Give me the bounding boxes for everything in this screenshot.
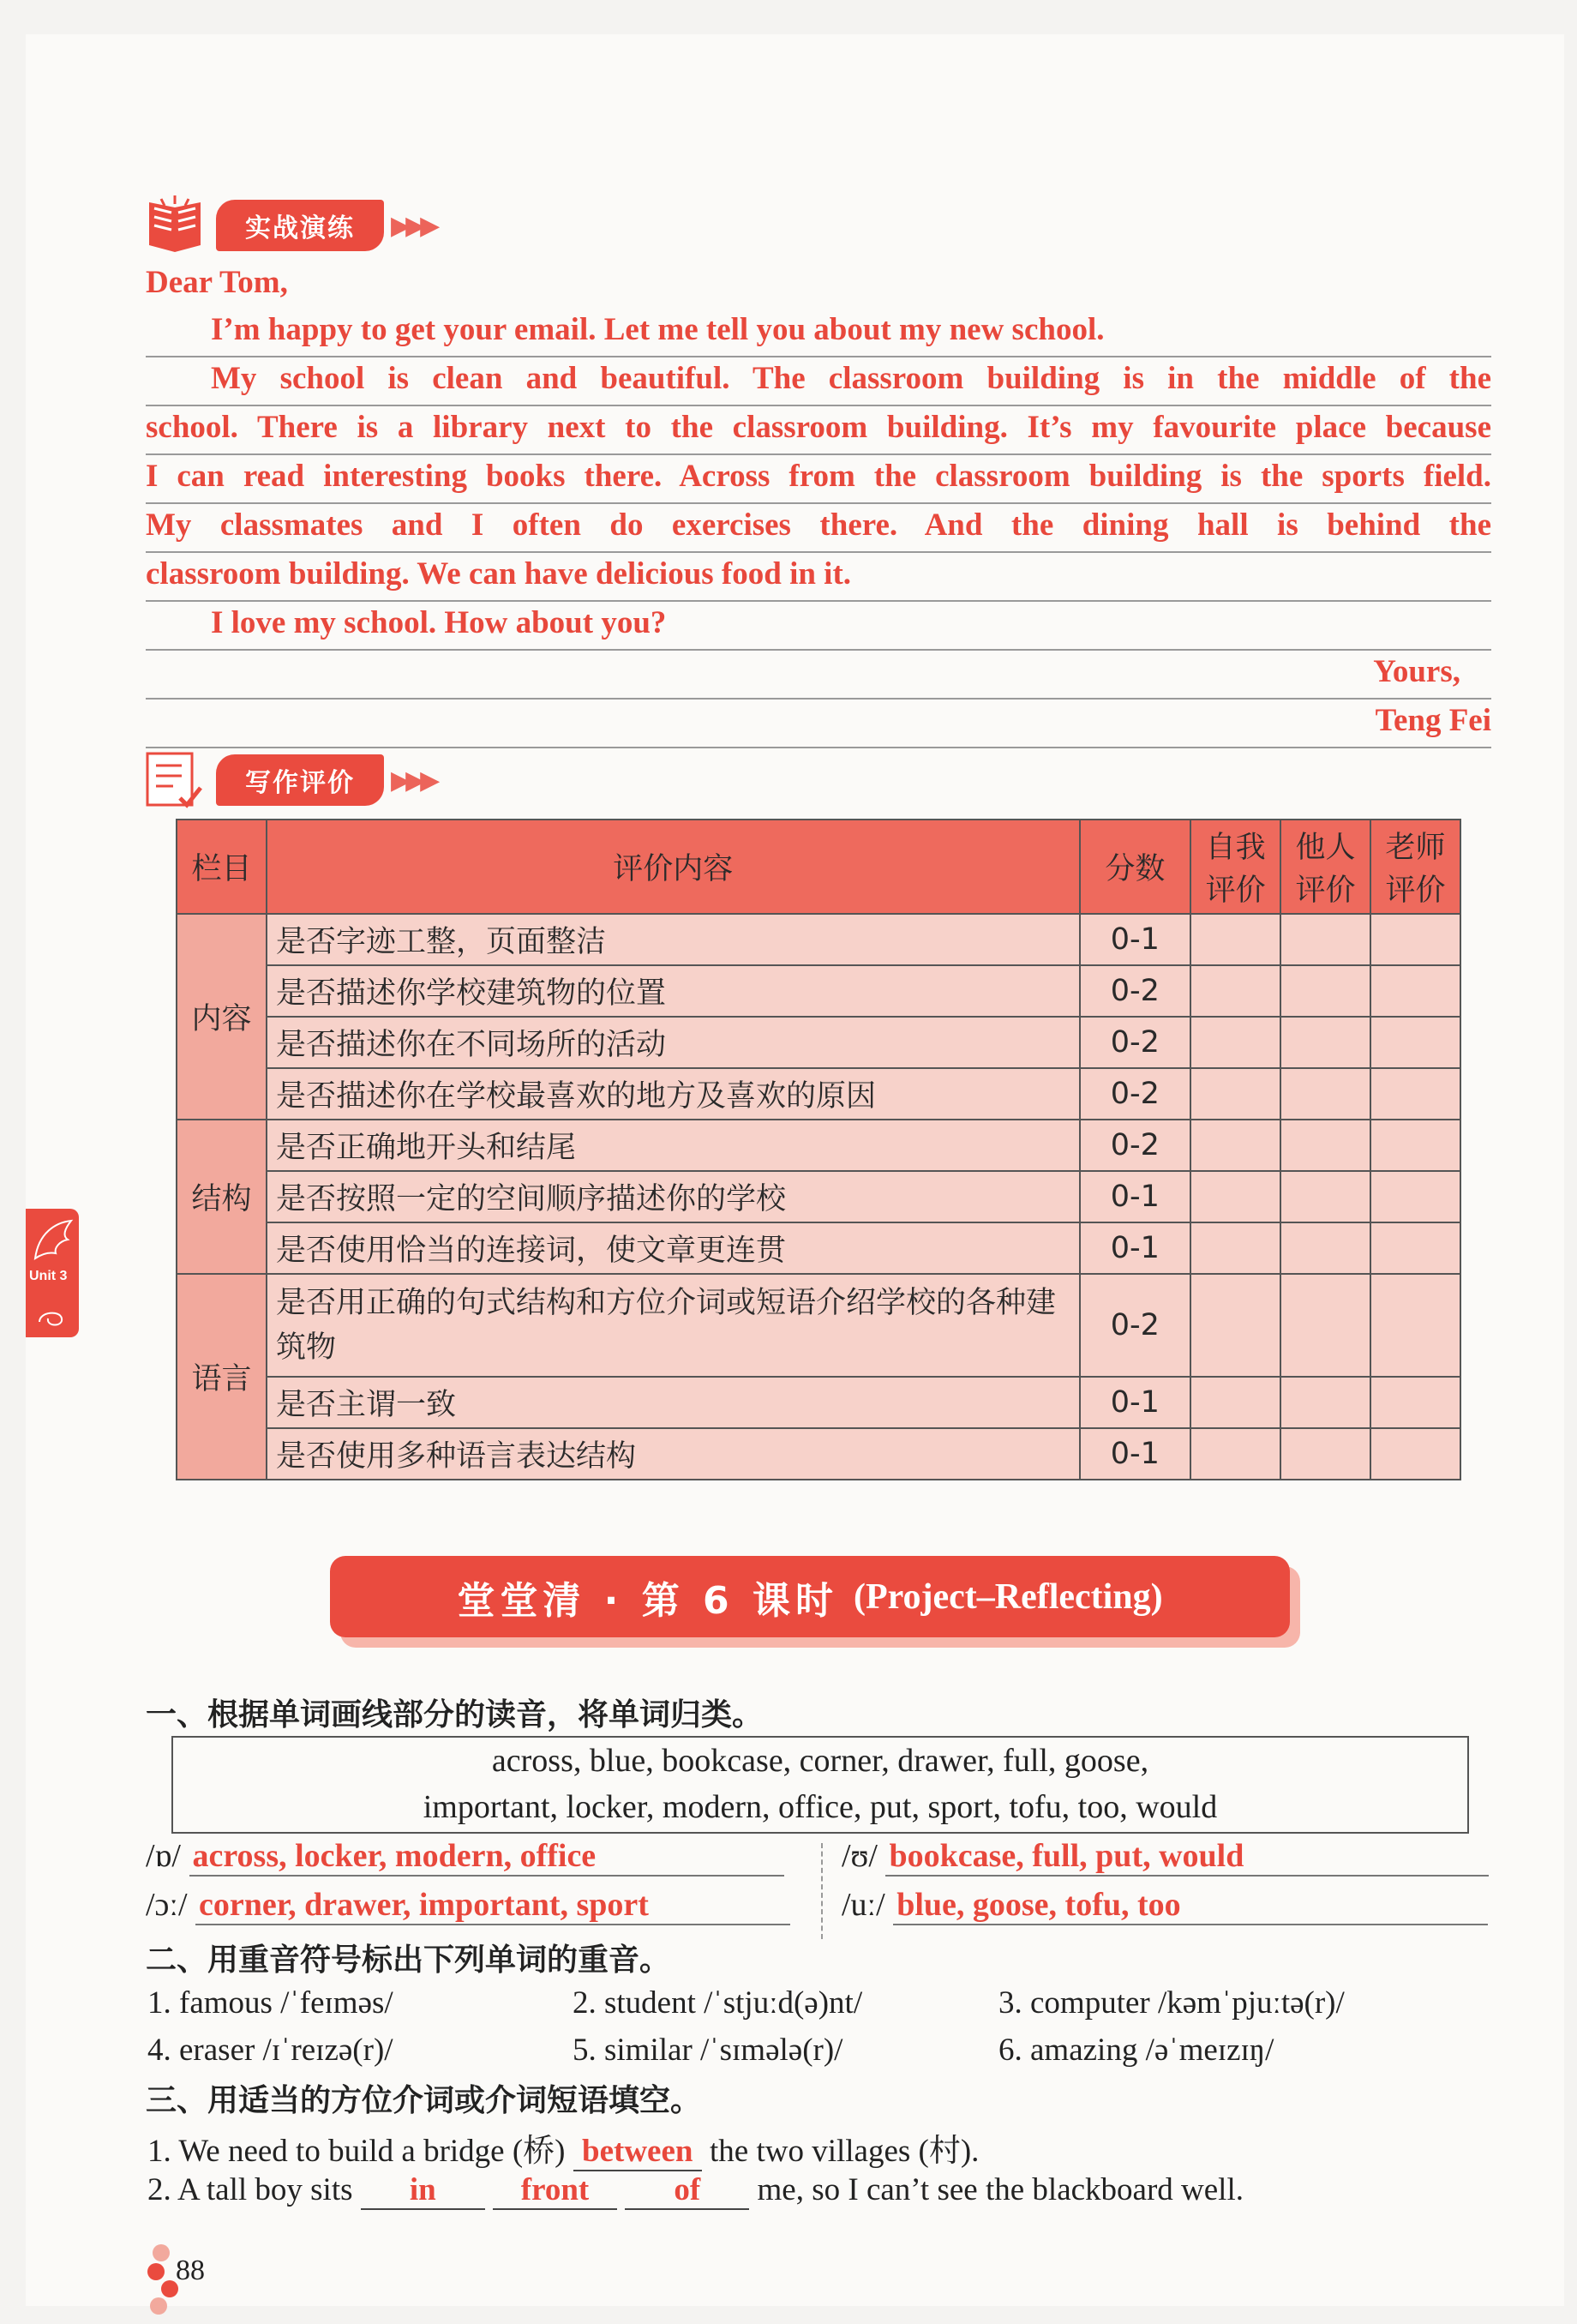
peer-eval-cell[interactable] [1280,1017,1370,1068]
self-eval-cell[interactable] [1190,1017,1280,1068]
stress-item: 4. eraser /ɪˈreɪzə(r)/ [147,2033,393,2068]
evaluation-label: 写作评价 [216,754,384,806]
item-cell: 是否描述你在学校最喜欢的地方及喜欢的原因 [267,1068,1080,1120]
peer-eval-cell[interactable] [1280,1274,1370,1377]
teacher-eval-cell[interactable] [1370,1428,1460,1480]
checklist-icon [144,750,206,810]
stress-item: 3. computer /kəmˈpjuːtə(r)/ [998,1985,1345,2021]
teacher-eval-cell[interactable] [1370,1274,1460,1377]
peer-eval-cell[interactable] [1280,914,1370,965]
self-eval-cell[interactable] [1190,1274,1280,1377]
unit-tab [26,1209,79,1337]
answer-long-u [842,1886,1488,1925]
peer-eval-cell[interactable] [1280,1120,1370,1171]
self-eval-cell[interactable] [1190,1377,1280,1428]
table-row [177,1068,1460,1120]
practice-label: 实战演练 [216,200,384,251]
table-row [177,1171,1460,1222]
self-eval-cell[interactable] [1190,1068,1280,1120]
table-row [177,1274,1460,1377]
stress-item: 6. amazing /əˈmeɪzɪŋ/ [998,2033,1274,2068]
stress-item: 2. student /ˈstjuːd(ə)nt/ [573,1985,863,2021]
answer-field[interactable]: blue, goose, tofu, too [893,1886,1488,1925]
item-cell: 是否描述你在不同场所的活动 [267,1017,1080,1068]
arrow-icons: ▶▶▶ [391,211,435,240]
self-eval-cell[interactable] [1190,1120,1280,1171]
header-score: 分数 [1080,820,1191,914]
teacher-eval-cell[interactable] [1370,914,1460,965]
category-cell: 语言 [177,1274,267,1480]
letter-line: I can read interesting books there. Across from the classroom building is the sports field. [146,455,1491,504]
table-row [177,1428,1460,1480]
phonetic-label: /uː/ [842,1887,885,1923]
answer-field[interactable]: across, locker, modern, office [189,1837,784,1877]
table-row [177,914,1460,965]
item-cell: 是否使用恰当的连接词，使文章更连贯 [267,1222,1080,1274]
phonetic-label: /ɒ/ [146,1838,181,1874]
self-eval-cell[interactable] [1190,914,1280,965]
unit-tab-label: Unit 3 [29,1269,68,1283]
answer-field[interactable]: corner, drawer, important, sport [195,1886,790,1925]
answer-field[interactable]: bookcase, full, put, would [885,1837,1489,1877]
evaluation-table [176,819,1461,1480]
divider [821,1843,823,1939]
answer-blank[interactable]: front [493,2171,617,2210]
word-box [171,1736,1469,1834]
table-row [177,965,1460,1017]
stress-item: 1. famous /ˈfeɪməs/ [147,1985,393,2021]
stress-item: 5. similar /ˈsɪmələ(r)/ [573,2033,843,2068]
peer-eval-cell[interactable] [1280,965,1370,1017]
banner-subtitle: (Project–Reflecting) [853,1576,1163,1617]
wing-icon [30,1216,75,1267]
teacher-eval-cell[interactable] [1370,1377,1460,1428]
model-letter [146,261,1491,748]
score-cell: 0-1 [1080,914,1191,965]
section3-title: 三、用适当的方位介词或介词短语填空。 [146,2083,702,2118]
peer-eval-cell[interactable] [1280,1222,1370,1274]
item-cell: 是否按照一定的空间顺序描述你的学校 [267,1171,1080,1222]
score-cell: 0-2 [1080,1120,1191,1171]
table-row [177,1017,1460,1068]
lesson-banner [330,1556,1290,1637]
teacher-eval-cell[interactable] [1370,1171,1460,1222]
peer-eval-cell[interactable] [1280,1068,1370,1120]
word-box-line: important, locker, modern, office, put, sport, tofu, too, would [423,1789,1218,1825]
page-number: 88 [176,2255,205,2286]
self-eval-cell[interactable] [1190,1222,1280,1274]
peer-eval-cell[interactable] [1280,1377,1370,1428]
header-content: 评价内容 [267,820,1080,914]
answer-blank[interactable]: of [625,2171,749,2210]
item-cell: 是否使用多种语言表达结构 [267,1428,1080,1480]
question-text: 1. We need to build a bridge (桥) [147,2134,566,2169]
header-column: 栏目 [177,820,267,914]
header-peer: 他人评价 [1280,820,1370,914]
practice-header [144,200,435,251]
letter-signature: Teng Fei [146,700,1491,748]
section1-title: 一、根据单词画线部分的读音，将单词归类。 [146,1697,764,1732]
item-cell: 是否字迹工整，页面整洁 [267,914,1080,965]
answer-blank[interactable]: in [361,2171,485,2210]
teacher-eval-cell[interactable] [1370,965,1460,1017]
answer-long-o [146,1886,790,1925]
item-cell: 是否正确地开头和结尾 [267,1120,1080,1171]
letter-line: I’m happy to get your email. Let me tell you about my new school. [146,309,1491,357]
answer-short-o [146,1837,784,1877]
banner-title: 堂堂清 · 第 6 课时 [457,1578,838,1623]
arrow-icons: ▶▶▶ [391,766,435,795]
answer-short-u [842,1837,1489,1877]
score-cell: 0-1 [1080,1171,1191,1222]
header-self: 自我评价 [1190,820,1280,914]
evaluation-header [144,754,435,806]
score-cell: 0-1 [1080,1428,1191,1480]
self-eval-cell[interactable] [1190,965,1280,1017]
teacher-eval-cell[interactable] [1370,1068,1460,1120]
section2-title: 二、用重音符号标出下列单词的重音。 [146,1943,671,1978]
score-cell: 0-2 [1080,1068,1191,1120]
letter-line: school. There is a library next to the classroom building. It’s my favourite place because [146,406,1491,455]
score-cell: 0-2 [1080,1017,1191,1068]
letter-line: My classmates and I often do exercises there. And the dining hall is behind the [146,504,1491,553]
question-text: me, so I can’t see the blackboard well. [757,2172,1244,2207]
teacher-eval-cell[interactable] [1370,1222,1460,1274]
question-text: the two villages (村). [710,2134,980,2169]
score-cell: 0-2 [1080,1274,1191,1377]
peer-eval-cell[interactable] [1280,1171,1370,1222]
teacher-eval-cell[interactable] [1370,1120,1460,1171]
fill-question-1 [147,2124,979,2171]
swirl-icon [34,1305,69,1330]
phonetic-label: /ɔː/ [146,1887,188,1923]
category-cell: 内容 [177,914,267,1120]
table-row [177,1222,1460,1274]
teacher-eval-cell[interactable] [1370,1017,1460,1068]
category-cell: 结构 [177,1120,267,1274]
word-box-line: across, blue, bookcase, corner, drawer, full, goose, [491,1743,1149,1779]
peer-eval-cell[interactable] [1280,1428,1370,1480]
fill-question-2 [147,2171,1244,2210]
table-row [177,1377,1460,1428]
answer-blank[interactable]: between [573,2133,702,2171]
score-cell: 0-1 [1080,1377,1191,1428]
self-eval-cell[interactable] [1190,1428,1280,1480]
book-icon [144,195,206,255]
item-cell: 是否描述你学校建筑物的位置 [267,965,1080,1017]
item-cell: 是否主谓一致 [267,1377,1080,1428]
phonetic-label: /ʊ/ [842,1838,878,1874]
table-header-row [177,820,1460,914]
table-row [177,1120,1460,1171]
header-teacher: 老师评价 [1370,820,1460,914]
question-text: 2. A tall boy sits [147,2172,353,2207]
item-cell: 是否用正确的句式结构和方位介词或短语介绍学校的各种建筑物 [267,1274,1080,1377]
letter-line: My school is clean and beautiful. The classroom building is in the middle of the [146,357,1491,406]
letter-closing: Yours, [146,651,1491,700]
letter-greeting: Dear Tom, [146,265,288,300]
score-cell: 0-2 [1080,965,1191,1017]
letter-line: classroom building. We can have delicious food in it. [146,553,1491,602]
self-eval-cell[interactable] [1190,1171,1280,1222]
letter-line: I love my school. How about you? [146,602,1491,651]
score-cell: 0-1 [1080,1222,1191,1274]
